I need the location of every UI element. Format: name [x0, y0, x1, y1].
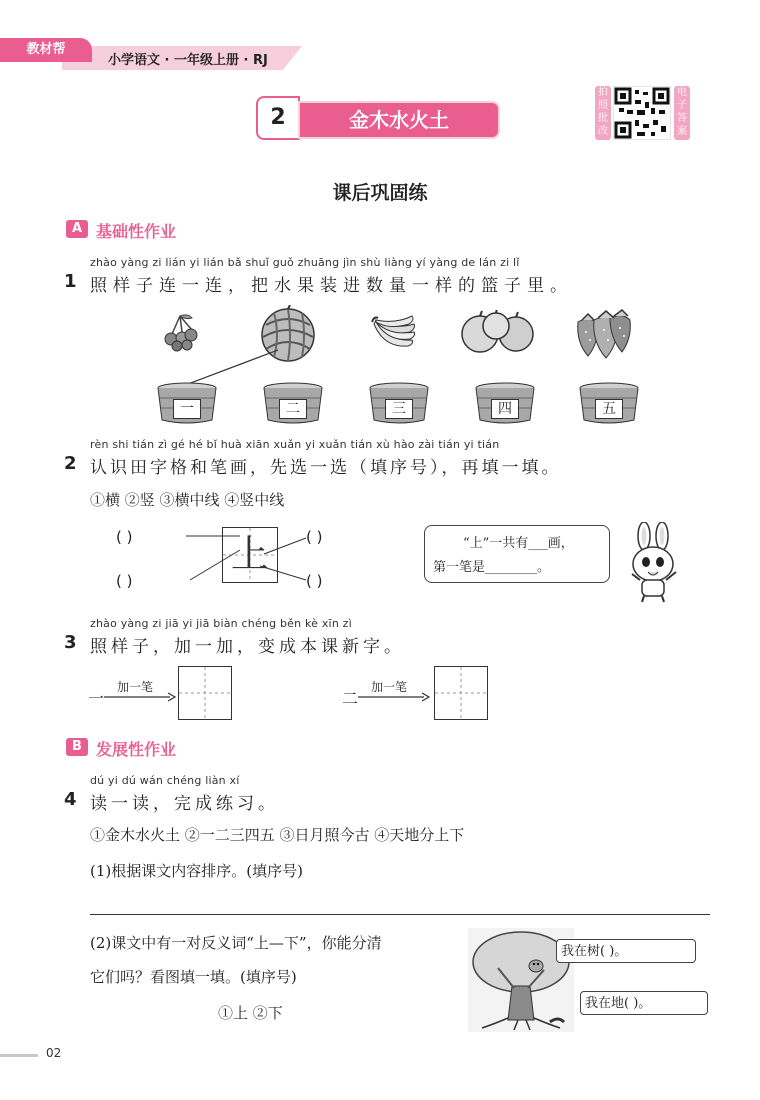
q4-number: 4	[64, 789, 77, 810]
q4-sub2-line1: (2)课文中有一对反义词“上—下”，你能分清	[90, 934, 382, 952]
q4-text: 读一读，完成练习。	[90, 794, 279, 814]
ground-bubble[interactable]: 我在地( )。	[580, 991, 708, 1015]
q1-text: 照样子连一连，把水果装进数量一样的篮子里。	[90, 276, 573, 296]
q4-options: ①金木水火土 ②一二三四五 ③日月照今古 ④天地分上下	[90, 826, 465, 844]
rabbit-icon	[618, 522, 686, 604]
q3-pinyin: zhào yàng zi jiā yi jiā biàn chéng běn kè xīn zì	[90, 617, 352, 630]
q4-sub2-line2: 它们吗？看图填一填。(填序号)	[90, 968, 297, 986]
q2-paren-top-right[interactable]: ( )	[306, 528, 323, 546]
basket-label-1: 一	[173, 399, 201, 419]
footer-line	[0, 1054, 38, 1057]
section-a-badge: A	[66, 220, 88, 238]
q4-answer-line[interactable]	[90, 914, 710, 915]
lesson-number: 2	[256, 96, 300, 140]
basket-label-5: 五	[595, 399, 623, 419]
strawberries-icon	[572, 308, 634, 360]
bananas-icon	[368, 312, 418, 352]
q3-text: 照样子，加一加，变成本课新字。	[90, 637, 405, 657]
bubble-line-2: 第一笔是________。	[433, 560, 551, 575]
qr-code-icon[interactable]	[613, 86, 671, 140]
section-title: 课后巩固练	[332, 182, 428, 204]
q2-text: 认识田字格和笔画，先选一选（填序号），再填一填。	[90, 458, 562, 478]
section-a-label: 基础性作业	[96, 222, 177, 241]
basket-label-2: 二	[279, 399, 307, 419]
q3-item2-char: 二	[342, 689, 359, 708]
q3-item1-arrow-label: 加一笔	[117, 680, 154, 694]
q3-answer-grid-2[interactable]	[434, 666, 488, 720]
q2-number: 2	[64, 453, 77, 474]
page-number: 02	[46, 1046, 62, 1060]
q2-connect-lines	[180, 528, 310, 588]
arrow-right-icon	[358, 692, 430, 702]
qr-left-label: 拍照批改	[595, 86, 611, 140]
q3-answer-grid-1[interactable]	[178, 666, 232, 720]
q3-item1-char: 一	[88, 689, 105, 708]
q2-pinyin: rèn shi tián zì gé hé bǐ huà xiān xuǎn yi xuǎn tián xù hào zài tián yi tián	[90, 438, 500, 451]
q4-choices: ①上 ②下	[218, 1004, 283, 1022]
tree-bubble[interactable]: 我在树( )。	[556, 939, 696, 963]
grid-guides	[435, 667, 487, 719]
brand-tab: 教材帮	[0, 38, 92, 62]
q1-pinyin: zhào yàng zi lián yi lián bǎ shuǐ guǒ zhuāng jìn shù liàng yí yàng de lán zi lǐ	[90, 256, 520, 269]
q4-sub1: (1)根据课文内容排序。(填序号)	[90, 862, 303, 880]
q3-item2-arrow-label: 加一笔	[371, 680, 408, 694]
q1-number: 1	[64, 271, 77, 292]
header-title: 小学语文 · 一年级上册 · RJ	[108, 53, 268, 68]
q2-options: ①横 ②竖 ③横中线 ④竖中线	[90, 491, 285, 509]
q2-paren-bottom-left[interactable]: ( )	[116, 572, 133, 590]
arrow-right-icon	[104, 692, 176, 702]
q4-pinyin: dú yi dú wán chéng liàn xí	[90, 774, 240, 787]
apples-icon	[460, 310, 536, 356]
lesson-title: 金木水火土	[300, 103, 498, 137]
q2-paren-bottom-right[interactable]: ( )	[306, 572, 323, 590]
grid-guides	[179, 667, 231, 719]
q3-number: 3	[64, 632, 77, 653]
bubble-line-1: “上”一共有___画，	[463, 536, 574, 551]
basket-label-3: 三	[385, 399, 413, 419]
section-b-badge: B	[66, 738, 88, 756]
section-b-label: 发展性作业	[96, 740, 177, 759]
q2-paren-top-left[interactable]: ( )	[116, 528, 133, 546]
q2-speech-bubble	[424, 525, 610, 583]
qr-right-label: 电子答案	[674, 86, 690, 140]
basket-label-4: 四	[491, 399, 519, 419]
tianzige-char: 上	[230, 532, 269, 576]
cherries-icon	[160, 312, 200, 352]
